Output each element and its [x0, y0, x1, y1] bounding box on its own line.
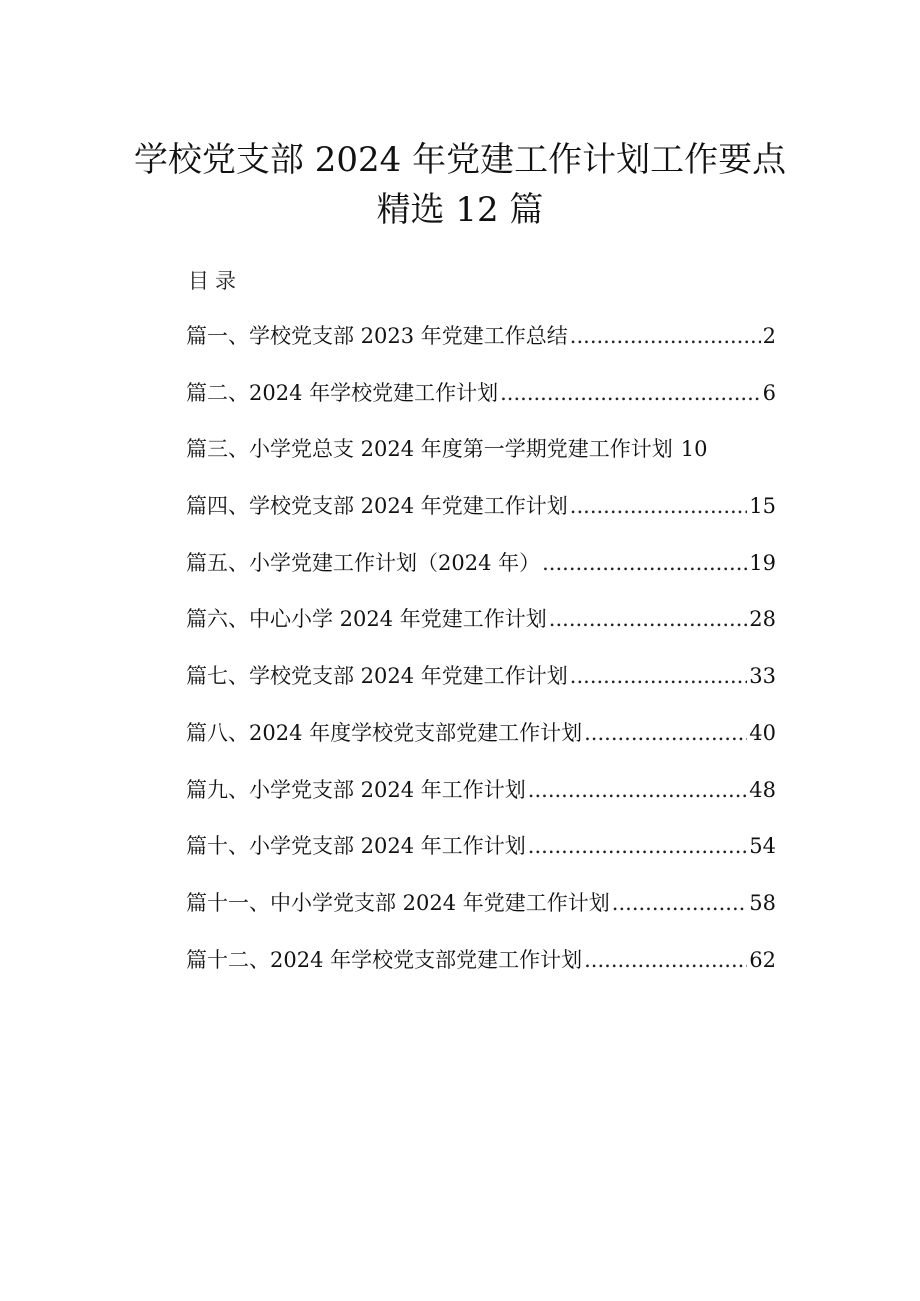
toc-entry-page: 48 [749, 777, 776, 802]
toc-entry[interactable] [186, 547, 776, 579]
toc-entry[interactable] [186, 490, 776, 522]
toc-entry-page: 62 [749, 947, 776, 972]
toc-entry-label: 篇十二、2024 年学校党支部党建工作计划 [186, 947, 583, 972]
toc-dot-leader [584, 717, 747, 749]
toc-dot-leader [528, 830, 747, 862]
toc-entry-label: 篇一、学校党支部 2023 年党建工作总结 [186, 324, 568, 348]
toc-entry[interactable] [186, 377, 776, 409]
toc-entry-page: 40 [749, 720, 776, 745]
toc-entry[interactable] [186, 774, 776, 806]
toc-entry[interactable] [186, 830, 776, 862]
document-title-line-1: 学校党支部 2024 年党建工作计划工作要点 [133, 140, 787, 180]
toc-entry[interactable] [186, 603, 776, 635]
toc-entry-label: 篇六、中心小学 2024 年党建工作计划 [186, 607, 547, 632]
toc-entry-label: 篇八、2024 年度学校党支部党建工作计划 [186, 720, 583, 745]
toc-entry[interactable] [186, 717, 776, 749]
toc-dot-leader [612, 887, 747, 919]
toc-dot-leader [570, 490, 747, 522]
toc-entry[interactable] [186, 433, 776, 465]
toc-entry-page: 58 [749, 890, 776, 915]
toc-entry-page: 54 [749, 834, 776, 859]
toc-entry-label: 篇四、学校党支部 2024 年党建工作计划 [186, 494, 568, 519]
toc-dot-leader [542, 547, 747, 579]
toc-dot-leader [584, 944, 747, 976]
toc-entry-label: 篇二、2024 年学校党建工作计划 [186, 380, 499, 405]
toc-entry-page: 33 [749, 664, 776, 689]
toc-entry-page: 6 [762, 380, 776, 405]
toc-dot-leader [500, 377, 761, 409]
toc-entry[interactable] [186, 320, 776, 352]
table-of-contents [186, 320, 776, 1000]
toc-entry-page: 19 [749, 550, 776, 575]
toc-dot-leader [570, 660, 747, 692]
toc-entry-label: 篇五、小学党建工作计划（2024 年） [186, 550, 541, 575]
toc-entry-label: 篇十一、中小学党支部 2024 年党建工作计划 [186, 890, 610, 915]
toc-entry-label: 篇九、小学党支部 2024 年工作计划 [186, 777, 526, 802]
toc-entry[interactable] [186, 944, 776, 976]
toc-entry[interactable] [186, 887, 776, 919]
toc-entry-page: 15 [749, 494, 776, 519]
toc-dot-leader [549, 603, 747, 635]
document-title-line-2: 精选 12 篇 [376, 190, 544, 230]
toc-entry[interactable] [186, 660, 776, 692]
toc-dot-leader [528, 774, 747, 806]
toc-entry-page: 10 [680, 437, 708, 462]
toc-entry-page: 28 [749, 607, 776, 632]
toc-entry-label: 篇三、小学党总支 2024 年度第一学期党建工作计划 [186, 437, 673, 462]
toc-heading: 目录 [188, 269, 242, 293]
toc-entry-page: 2 [762, 324, 776, 348]
toc-dot-leader [570, 320, 761, 352]
toc-entry-label: 篇七、学校党支部 2024 年党建工作计划 [186, 664, 568, 689]
toc-entry-label: 篇十、小学党支部 2024 年工作计划 [186, 834, 526, 859]
